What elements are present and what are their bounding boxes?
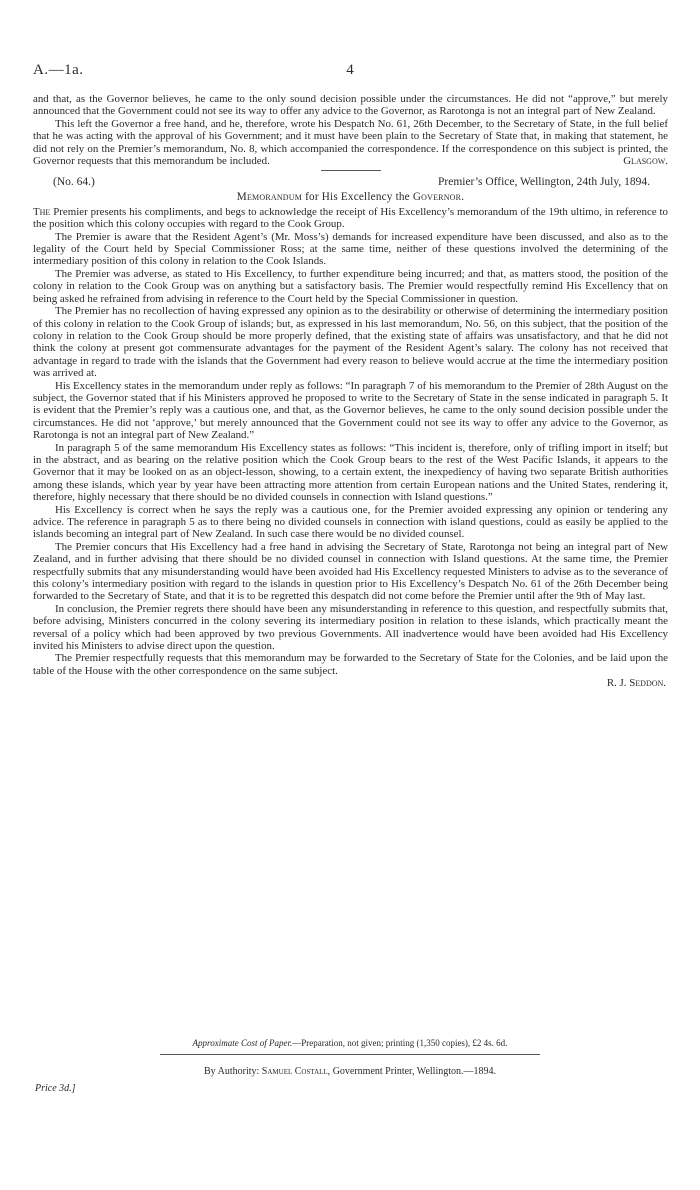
memo-paragraph-7: His Excellency is correct when he says the reply was a cautious one, for the Premier avoided expressing any opinion or tendering any advice. The reference in paragraph 5 as to there being no divided counsels in connection with island questions, could as easily be applied to the islands becoming an integral part of New Zealand. In such case there would be no divided counsel. (33, 503, 668, 541)
memo-paragraph-5: His Excellency states in the memorandum under reply as follows: “In paragraph 7 of his memorandum to the Premier of 28th August on the subject, the Governor stated that if his Ministers approved he proposed to write to the Secretary of State in the sense indicated in paragraph 5. It is evident that the Premier’s reply was a cautious one, and that, as the Governor believes, he came to the only sound decision possible under the circumstances. He did not ‘approve,’ but merely announced that the Government could not see its way to offer any advice to the Governor, as Rarotonga is not an integral part of New Zealand.” (33, 379, 668, 442)
document-office-date: Premier’s Office, Wellington, 24th July, 1894. (437, 176, 650, 189)
page-number: 4 (346, 62, 354, 78)
page-body (33, 93, 668, 690)
document-number: (No. 64.) (53, 176, 95, 189)
memo-lead-word: The (33, 205, 51, 218)
memo-paragraph-2: The Premier is aware that the Resident Agent’s (Mr. Moss’s) demands for increased expenditure have been discussed, and also as to the legality of the Court held by Special Commissioner Ross; at the same time, neither of these questions involved the determining of the intermediary position of this colony in relation to the Cook Islands. (33, 230, 668, 268)
footer-divider (160, 1054, 540, 1055)
cost-of-paper-note (0, 1038, 700, 1048)
memorandum-title (33, 191, 668, 203)
memo-title-prefix: Memorandum (236, 191, 303, 204)
memo-paragraph-8: The Premier concurs that His Excellency had a free hand in advising the Secretary of State, Rarotonga not being an integral part of New Zealand, and in further advising that there should be no divided counsel in connection with Island questions. At the same time, the Premier respectfully submits that any misunderstanding would have been avoided had His Excellency requested Ministers to advise as to the severance of this colony’s intermediary position with regard to the islands in question prior to His Excellency’s Despatch No. 61 of the 26th December being forwarded to the Secretary of State, and that it is to be regretted this despatch did not come before the Premier until after the 9th of May last. (33, 540, 668, 603)
page-header (33, 62, 667, 82)
memo-paragraph-1-text: Premier presents his compliments, and begs to acknowledge the receipt of His Excellency’s memorandum of the 19th ultimo, in reference to the position which this colony occupies with regard to the Cook Group. (33, 205, 668, 231)
authority-rest: Government Printer, Wellington.—1894. (332, 1066, 496, 1077)
memo-paragraph-4: The Premier has no recollection of having expressed any opinion as to the desirability or otherwise of determining the intermediary position of this colony in relation to the Cook Group of islands; but, as expressed in his last memorandum, No. 56, on this subject, that the position of the colony in relation to the Cook Group should be more properly defined, that the existing state of affairs was unsatisfactory, and that he did not think the colony at present got commensurate advantages for the payment of the Resident Agent’s salary. The colony has not received that advantage in regard to trade with the islands that the Government had every reason to believe would accrue at the time the intermediary position was arrived at. (33, 305, 668, 380)
cost-label: Approximate Cost of Paper. (192, 1038, 293, 1048)
cost-text: —Preparation, not given; printing (1,350 copies), £2 4s. 6d. (292, 1038, 508, 1048)
printer-authority (0, 1066, 700, 1077)
document-heading (33, 176, 668, 191)
authority-prefix: By Authority: (204, 1066, 260, 1077)
governor-signature: Glasgow. (623, 155, 668, 168)
section-divider (321, 170, 381, 171)
memo-paragraph-6: In paragraph 5 of the same memorandum His Excellency states as follows: “This incident is, therefore, only of trifling import in itself; but in the abstract, and as bearing on the relative position which the Cook Group bears to the rest of the West Pacific Islands, it appears to the Governor that it may be looked on as an object-lesson, showing, to a certain extent, the inexpediency of having two separate British authorities among these islands, which year by year have been attracting more attention from certain European nations and the United States, rendering it, therefore, highly necessary that there should be no divided counsels in connection with Island questions.” (33, 441, 668, 504)
memo-title-mid: for His Excellency the (305, 191, 410, 204)
printer-name: Samuel Costall, (261, 1066, 331, 1077)
paper-reference: A.—1a. (33, 62, 84, 78)
memo-paragraph-10: The Premier respectfully requests that this memorandum may be forwarded to the Secretary of State for the Colonies, and be laid upon the table of the House with the other correspondence on the same subject. (33, 652, 668, 677)
intro-paragraph-1: and that, as the Governor believes, he came to the only sound decision possible under the circumstances. He did not “approve,” but merely announced that the Government could not see its way to offer any advice to the Governor, as Rarotonga is not an integral part of New Zealand. (33, 93, 668, 118)
premier-signature: R. J. Seddon. (606, 677, 666, 690)
price-note: Price 3d.] (35, 1083, 76, 1094)
memo-paragraph-3: The Premier was adverse, as stated to His Excellency, to further expenditure being incurred; and that, as matters stood, the position of the colony in relation to the Cook Group was on anything but a satisfactory basis. The Premier would respectfully remind His Excellency that on being asked he refrained from advising in reference to the Court held by the Special Commissioner in question. (33, 267, 668, 305)
memo-title-suffix: Governor. (412, 191, 465, 204)
memo-paragraph-1 (33, 206, 668, 231)
intro-paragraph-2-text: This left the Governor a free hand, and he, therefore, wrote his Despatch No. 61, 26th December, to the Secretary of State, in the full belief that he was acting with the approval of his Government; and it must have been plain to the Secretary of State that, in making that statement, he did not rely on the Premier’s memorandum, No. 8, which accompanied the correspondence. If the correspondence on this subject is printed, the Governor requests that this memorandum be included. (33, 117, 668, 168)
intro-paragraph-2 (33, 118, 668, 168)
memo-paragraph-9: In conclusion, the Premier regrets there should have been any misunderstanding in reference to this question, and respectfully submits that, before advising, Ministers concurred in the colony severing its intermediary position in relation to these islands, which practically meant the reversal of a policy which had been approved by two previous Governments. All inadvertence would have been avoided had His Excellency invited his Ministers to advise direct upon the question. (33, 602, 668, 653)
